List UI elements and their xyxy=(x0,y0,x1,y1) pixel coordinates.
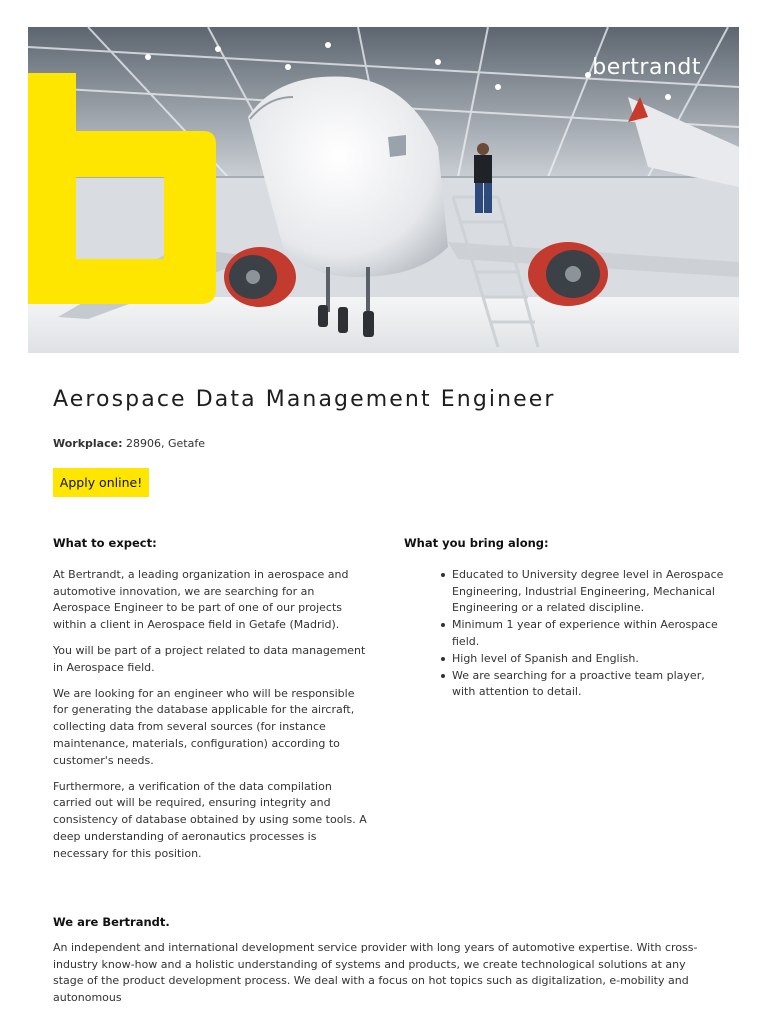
about-section xyxy=(53,914,717,1007)
apply-online-button[interactable]: Apply online! xyxy=(53,468,149,497)
requirements-list xyxy=(404,567,724,701)
bertrandt-logo: bertrandt xyxy=(592,55,701,80)
about-text: An independent and international development service provider with long years of automotive expertise. With cross-industry know-how and a holistic understanding of systems and products, we create technological solutions at any stage of the product development process. We deal with a focus on hot topics such as digitalization, e-mobility and autonomous xyxy=(53,940,698,1005)
list-item: Minimum 1 year of experience within Aerospace field. xyxy=(452,617,724,651)
what-to-expect-heading: What to expect: xyxy=(53,536,157,550)
hero-image xyxy=(28,27,739,353)
expect-paragraph: At Bertrandt, a leading organization in aerospace and automotive innovation, we are searching for an Aerospace Engineer to be part of one of our projects within a client in Aerospace field in Getafe (Madrid). xyxy=(53,567,349,632)
workplace-value: 28906, Getafe xyxy=(126,437,205,450)
workplace-label: Workplace: xyxy=(53,437,123,450)
expect-paragraph: Furthermore, a verification of the data compilation carried out will be required, ensuring integrity and consistency of database obtained by using some tools. A deep understanding of aeronautics processes is necessary for this position. xyxy=(53,779,367,860)
expect-paragraph: You will be part of a project related to data management in Aerospace field. xyxy=(53,643,366,674)
list-item: We are searching for a proactive team player, with attention to detail. xyxy=(452,668,724,702)
about-heading: We are Bertrandt. xyxy=(53,915,170,929)
list-item: High level of Spanish and English. xyxy=(452,651,724,668)
list-item: Educated to University degree level in Aerospace Engineering, Industrial Engineering, Mechanical Engineering or a related discipline. xyxy=(452,567,724,617)
page-title: Aerospace Data Management Engineer xyxy=(53,387,556,412)
what-to-expect-section xyxy=(53,535,367,872)
what-you-bring-section xyxy=(404,535,724,701)
workplace-info xyxy=(53,437,205,450)
what-you-bring-heading: What you bring along: xyxy=(404,536,549,550)
expect-paragraph: We are looking for an engineer who will be responsible for generating the database applicable for the aircraft, collecting data from several sources (for instance maintenance, materials, configuration) according to customer's needs. xyxy=(53,686,355,767)
